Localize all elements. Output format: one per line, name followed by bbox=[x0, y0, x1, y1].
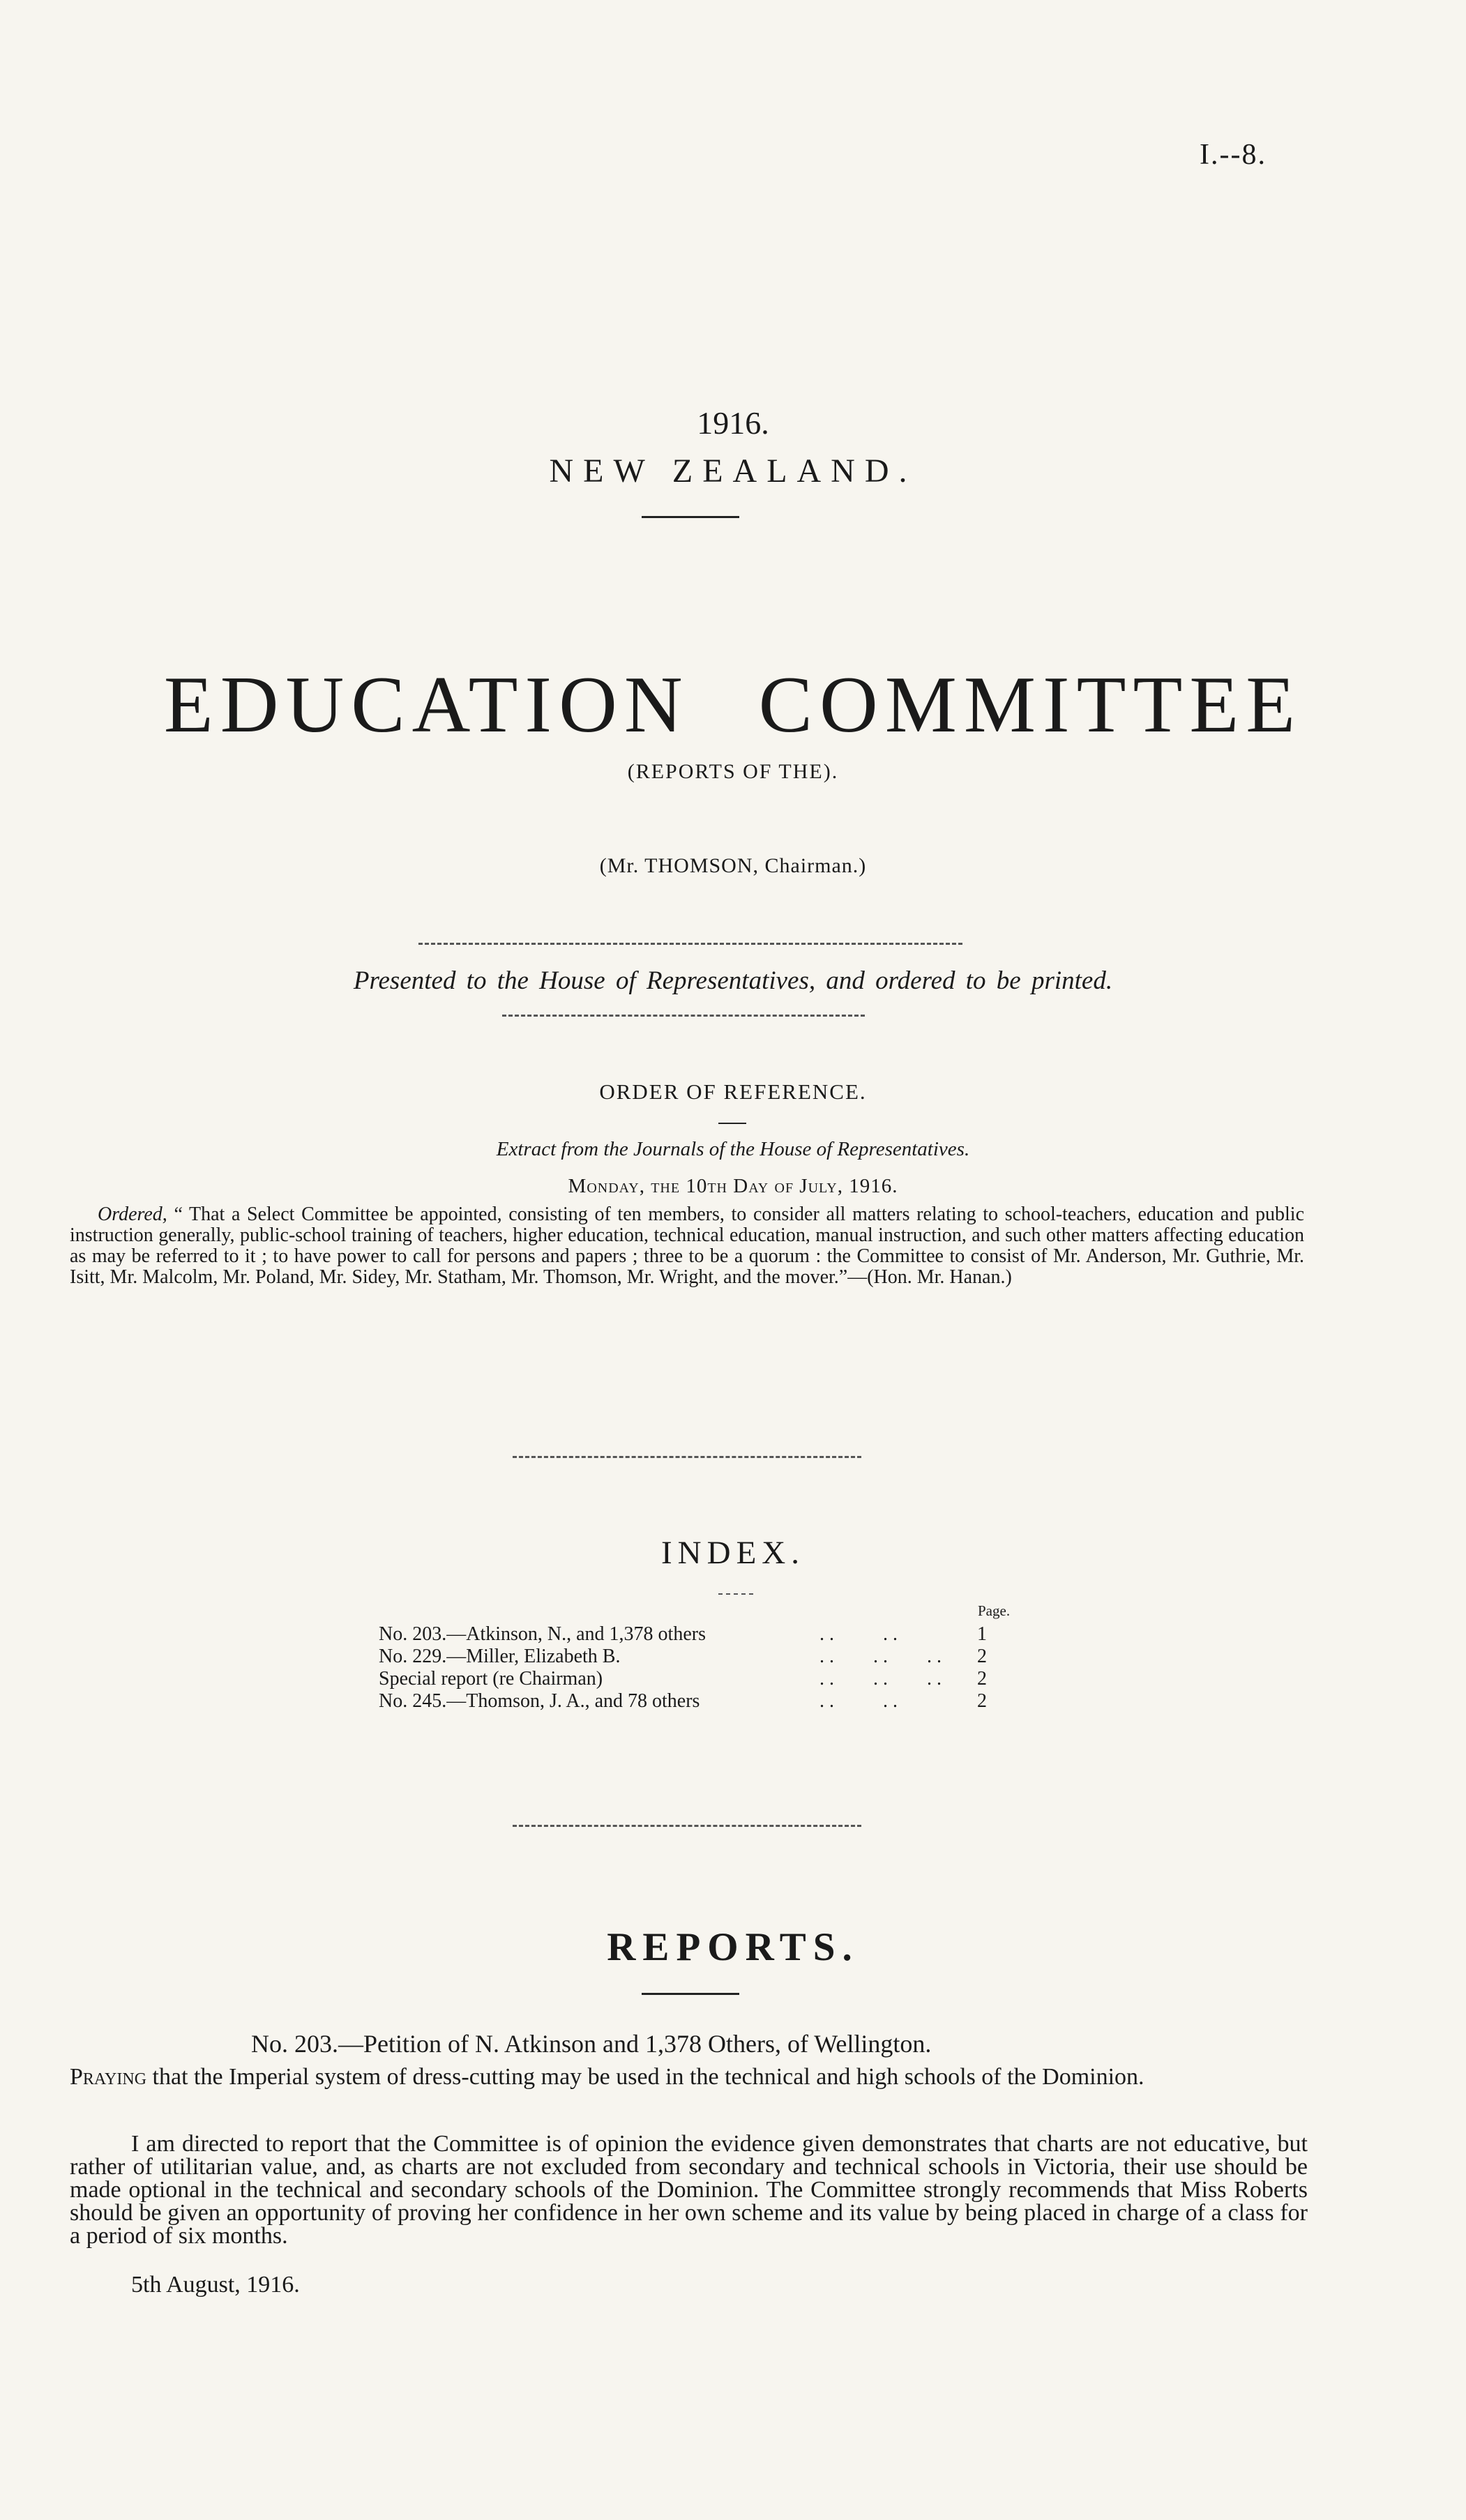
index-entry-leaders: . . . . bbox=[819, 1690, 898, 1712]
index-entry bbox=[379, 1690, 987, 1713]
index-table bbox=[379, 1623, 987, 1713]
presented-line: Presented to the House of Representatives, and ordered to be printed. bbox=[353, 966, 1113, 995]
divider bbox=[718, 1593, 753, 1595]
praying-paragraph bbox=[70, 2065, 1308, 2088]
document-title: EDUCATION COMMITTEE bbox=[163, 660, 1303, 750]
order-body: “ That a Select Committee be appointed, consisting of ten members, to consider all matters relating to school-teachers, education and public instruction generally, public-school training of teachers, higher education, technical education, manual instruction, and such other matters affecting education as may be referred to it ; to have power to call for persons and papers ; three to be a quorum : the Committee to consist of Mr. Anderson, Mr. Guthrie, Mr. Isitt, Mr. Malcolm, Mr. Poland, Mr. Sidey, Mr. Statham, Mr. Thomson, Mr. Wright, and the mover.”—(Hon. Mr. Hanan.) bbox=[70, 1204, 1305, 1288]
index-entry-text: No. 203.—Atkinson, N., and 1,378 others bbox=[379, 1623, 706, 1645]
index-entry-leaders: . . . . bbox=[819, 1623, 898, 1645]
divider bbox=[502, 1015, 865, 1017]
index-body bbox=[379, 1623, 987, 1713]
divider bbox=[642, 516, 739, 518]
report-paragraph: I am directed to report that the Committee is of opinion the evidence given demonstrates that charts are not educative, but rather of utilitarian value, and, as charts are not excluded from secondary and technical schools in Victoria, their use should be made optional in the technical and secondary schools of the Dominion. The Committee strongly recommends that Miss Roberts should be given an opportunity of proving her confidence in her own scheme and its value by being placed in charge of a class for a period of six months. bbox=[70, 2131, 1308, 2249]
index-entry bbox=[379, 1668, 987, 1690]
divider bbox=[418, 943, 962, 945]
document-code: I.--8. bbox=[1200, 139, 1267, 171]
index-entry-text: No. 245.—Thomson, J. A., and 78 others bbox=[379, 1690, 700, 1712]
report-date: 5th August, 1916. bbox=[131, 2272, 300, 2298]
document-subtitle: (REPORTS OF THE). bbox=[627, 760, 839, 783]
year: 1916. bbox=[697, 405, 769, 441]
divider bbox=[642, 1993, 739, 1995]
index-entry-page: 1 bbox=[977, 1623, 987, 1645]
reports-heading: REPORTS. bbox=[607, 1925, 859, 1969]
index-entry-text: No. 229.—Miller, Elizabeth B. bbox=[379, 1646, 621, 1667]
index-entry bbox=[379, 1646, 987, 1668]
petition-title bbox=[251, 2029, 1325, 2058]
chairman-line: (Mr. THOMSON, Chairman.) bbox=[599, 854, 867, 877]
ordered-label: Ordered, bbox=[98, 1204, 167, 1225]
index-entry-leaders: . . . . . . bbox=[819, 1668, 942, 1690]
journal-extract: Extract from the Journals of the House of Representatives. bbox=[496, 1138, 970, 1160]
index-entry-page: 2 bbox=[977, 1646, 987, 1667]
index-entry bbox=[379, 1623, 987, 1646]
index-entry-leaders: . . . . . . bbox=[819, 1646, 942, 1667]
petition-title-text: No. 203.—Petition of N. Atkinson and 1,378 Others, of Wellington. bbox=[251, 2030, 932, 2058]
order-of-reference-heading: ORDER OF REFERENCE. bbox=[599, 1079, 867, 1104]
order-text bbox=[70, 1204, 1304, 1288]
praying-text: that the Imperial system of dress-cutting may be used in the technical and high schools of the Dominion. bbox=[152, 2064, 1144, 2090]
praying-label: Praying bbox=[70, 2064, 147, 2090]
index-heading: INDEX. bbox=[661, 1535, 805, 1571]
country: NEW ZEALAND. bbox=[549, 453, 917, 489]
order-date: Monday, the 10th Day of July, 1916. bbox=[568, 1175, 898, 1197]
index-entry-page: 2 bbox=[977, 1690, 987, 1712]
index-entry-page: 2 bbox=[977, 1668, 987, 1690]
divider bbox=[718, 1123, 746, 1124]
index-entry-text: Special report (re Chairman) bbox=[379, 1668, 603, 1690]
divider bbox=[513, 1456, 861, 1458]
index-page-label: Page. bbox=[978, 1602, 1011, 1619]
divider bbox=[513, 1825, 861, 1827]
